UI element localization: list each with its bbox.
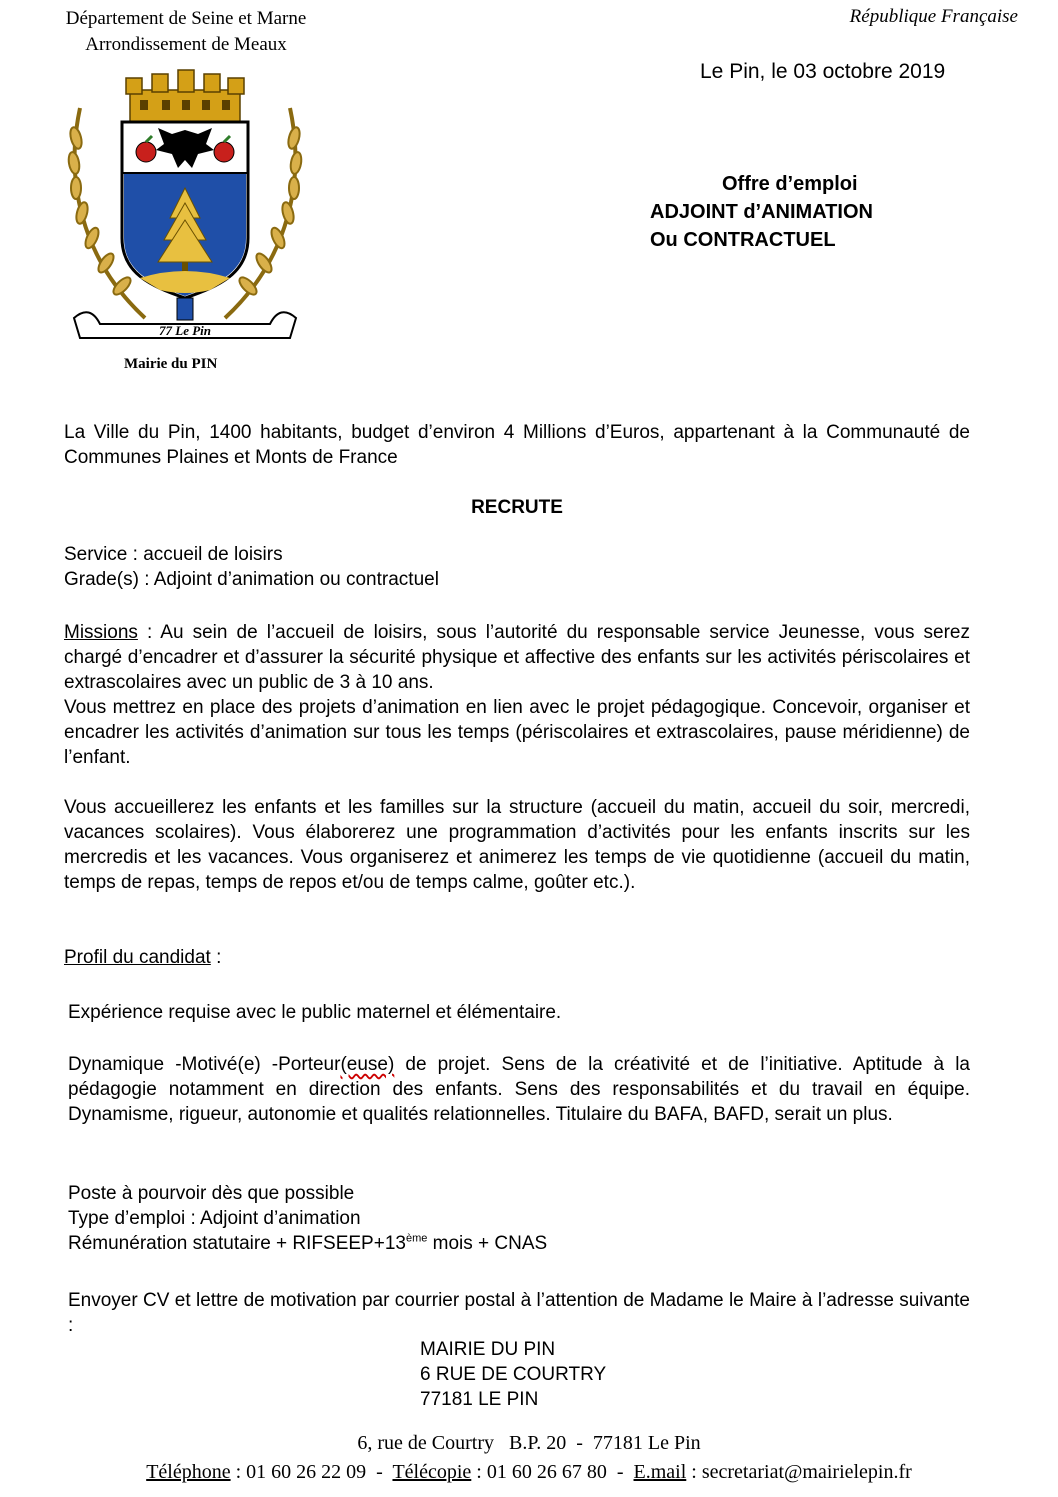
poste-line-3b: mois + CNAS — [427, 1233, 548, 1254]
profil-heading — [64, 945, 970, 970]
profil-suffix: : — [210, 947, 222, 968]
envoyer-block — [68, 1288, 970, 1338]
footer-address-text: 6, rue de Courtry B.P. 20 - 77181 Le Pin — [357, 1432, 701, 1454]
intro-paragraph — [64, 420, 970, 470]
envoyer-text: Envoyer CV et lettre de motivation par courrier postal à l’attention de Madame le Maire à l’adresse suivante : — [68, 1290, 970, 1336]
missions-text-2: Vous mettrez en place des projets d’animation en lien avec le projet pédagogique. Concevoir, organiser et encadrer les activités d’animation sur tous les temps (périscolaires et extrascolaires, pause méridienne) de l’enfant. — [64, 697, 970, 768]
tel-label: Téléphone — [146, 1461, 231, 1483]
service-line: Service : accueil de loisirs — [64, 544, 283, 565]
email-value[interactable]: : secretariat@mairielepin.fr — [686, 1461, 912, 1483]
grade-line: Grade(s) : Adjoint d’animation ou contractuel — [64, 569, 439, 590]
missions-block-2 — [64, 795, 970, 895]
offer-title — [650, 170, 873, 254]
address-line-1: MAIRIE DU PIN — [420, 1339, 556, 1360]
poste-line-3a: Rémunération statutaire + RIFSEEP+13 — [68, 1233, 406, 1254]
mairie-label: Mairie du PIN — [124, 356, 218, 372]
poste-line-2: Type d’emploi : Adjoint d’animation — [68, 1208, 361, 1229]
offer-line-1: Offre d’emploi — [722, 173, 858, 195]
missions-block — [64, 620, 970, 770]
qualities-block — [68, 1052, 970, 1127]
postal-address — [420, 1337, 820, 1412]
letter-date: Le Pin, le 03 octobre 2019 — [700, 60, 946, 83]
address-line-3: 77181 LE PIN — [420, 1389, 539, 1410]
header-left — [36, 6, 336, 58]
recrute-heading: RECRUTE — [471, 497, 563, 518]
poste-line-1: Poste à pourvoir dès que possible — [68, 1183, 355, 1204]
qualities-b: (euse) — [340, 1054, 395, 1075]
offer-line-3: Ou CONTRACTUEL — [650, 229, 836, 251]
footer-contacts — [0, 1461, 1058, 1484]
email-label: E.mail — [633, 1461, 687, 1483]
department: Département de Seine et Marne — [65, 8, 307, 29]
service-block — [64, 542, 970, 592]
arrondissement: Arrondissement de Meaux — [85, 34, 287, 55]
crest-banner: 77 Le Pin — [159, 323, 211, 338]
poste-line-3-sup: ème — [405, 1232, 428, 1245]
tel-value: : 01 60 26 22 09 - — [230, 1461, 393, 1483]
address-line-2: 6 RUE DE COURTRY — [420, 1364, 607, 1385]
coat-of-arms-icon — [60, 68, 310, 350]
missions-text-1: : Au sein de l’accueil de loisirs, sous l’autorité du responsable service Jeunesse, vous serez chargé d’encadrer et d’assurer la sécurité physique et affective des enfants sur les activités périscolaires et extrascolaires avec un public de 3 à 10 ans. — [64, 622, 970, 693]
missions-label: Missions — [64, 622, 138, 643]
republic: République Française — [849, 6, 1018, 27]
qualities-a: Dynamique -Motivé(e) -Porteur — [68, 1054, 341, 1075]
missions-text-3: Vous accueillerez les enfants et les familles sur la structure (accueil du matin, accueil du soir, mercredi, vacances scolaires). Vous élaborerez une programmation d’activités pour les enfants inscrits sur les mercredis et les vacances. Vous organiserez et animerez les temps de vie quotidienne (accueil du matin, temps de repas, temps de repos et/ou de temps calme, goûter etc.). — [64, 797, 970, 893]
profil-label: Profil du candidat — [64, 947, 211, 968]
fax-label: Télécopie — [392, 1461, 472, 1483]
footer-address — [0, 1432, 1058, 1455]
fax-value: : 01 60 26 67 80 - — [471, 1461, 634, 1483]
experience-line — [68, 1000, 970, 1025]
poste-block — [68, 1181, 970, 1256]
qualities-c: de projet. Sens de la créativité et de l’initiative. Aptitude à la pédagogie notamment en direction des enfants. Sens des responsabilités et du travail en équipe. Dynamisme, rigueur, autonomie et qualités relationnelles. Titulaire du BAFA, BAFD, serait un plus. — [68, 1054, 970, 1125]
experience-text: Expérience requise avec le public maternel et élémentaire. — [68, 1002, 562, 1023]
intro-text: La Ville du Pin, 1400 habitants, budget d’environ 4 Millions d’Euros, appartenant à la Communauté de Communes Plaines et Monts de France — [64, 422, 970, 468]
offer-line-2: ADJOINT d’ANIMATION — [650, 201, 873, 223]
